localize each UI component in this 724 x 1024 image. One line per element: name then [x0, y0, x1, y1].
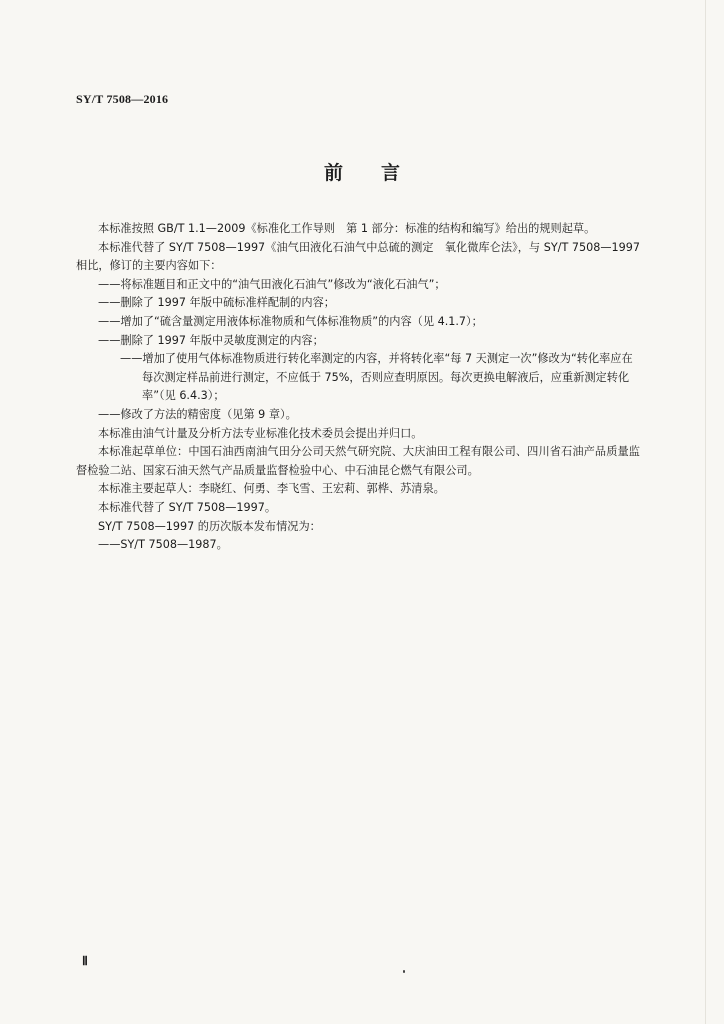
foreword-body: [76, 220, 640, 555]
paragraph-supersedes: 本标准代替了 SY/T 7508—1997。: [98, 500, 277, 514]
change-item-title: ——将标准题目和正文中的“油气田液化石油气”修改为“液化石油气”；: [98, 277, 446, 291]
page-edge-line: [705, 0, 706, 1024]
change-item-reference-materials: ——增加了“硫含量测定用液体标准物质和气体标准物质”的内容（见 4.1.7）；: [98, 314, 483, 328]
paragraph-replacement: 本标准代替了 SY/T 7508—1997《油气田液化石油气中总硫的测定 氧化微库仑法》，与 SY/T 7508—1997 相比，修订的主要内容如下：: [76, 240, 640, 273]
change-item-sample-prep: ——删除了 1997 年版中硫标准样配制的内容；: [98, 296, 335, 310]
paragraph-drafting-units: 本标准起草单位：中国石油西南油气田分公司天然气研究院、大庆油田工程有限公司、四川省石油产品质量监督检验二站、国家石油天然气产品质量监督检验中心、中石油昆仑燃气有限公司。: [76, 445, 640, 477]
change-item-sensitivity: ——删除了 1997 年版中灵敏度测定的内容；: [98, 333, 324, 347]
change-item-precision: ——修改了方法的精密度（见第 9 章）。: [98, 407, 297, 421]
history-item: ——SY/T 7508—1987。: [98, 538, 228, 552]
change-item-conversion-rate: ——增加了使用气体标准物质进行转化率测定的内容，并将转化率“每 7 天测定一次”修改为“转化率应在每次测定样品前进行测定，不应低于 75%，否则应查明原因。每次更换电解液后，应重新测定转化率”（见 6.4.3）；: [120, 352, 633, 403]
page-title: 前言: [323, 162, 438, 184]
paragraph-drafters: 本标准主要起草人：李晓红、何勇、李飞雪、王宏莉、郭桦、苏清泉。: [98, 482, 445, 496]
paragraph-committee: 本标准由油气计量及分析方法专业标准化技术委员会提出并归口。: [98, 426, 423, 440]
scan-speck: [403, 970, 405, 973]
paragraph-history: SY/T 7508—1997 的历次版本发布情况为：: [98, 519, 321, 533]
paragraph-drafting-rules: 本标准按照 GB/T 1.1—2009《标准化工作导则 第 1 部分：标准的结构和编写》给出的规则起草。: [98, 222, 596, 235]
page-number: Ⅱ: [82, 954, 88, 968]
standard-code: SY/T 7508—2016: [76, 92, 169, 106]
